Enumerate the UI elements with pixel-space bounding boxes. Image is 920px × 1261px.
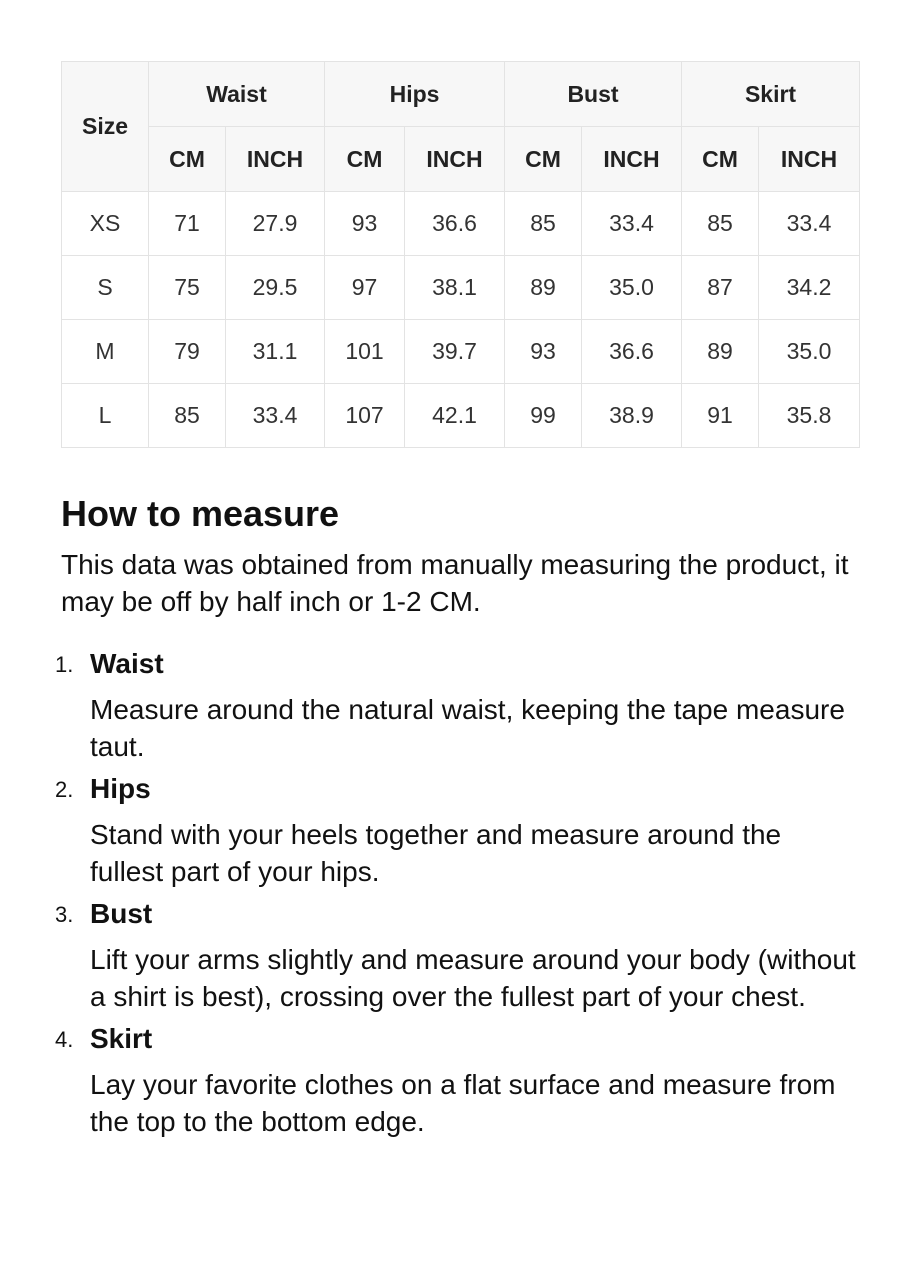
- table-row: [62, 192, 860, 256]
- list-item: [55, 646, 861, 765]
- size-cell: L: [62, 384, 149, 448]
- table-cell: 75: [149, 256, 226, 320]
- header-row-groups: [62, 62, 860, 127]
- size-chart: [61, 61, 859, 448]
- table-cell: 71: [149, 192, 226, 256]
- table-cell: 38.1: [405, 256, 505, 320]
- table-cell: 93: [325, 192, 405, 256]
- unit-header: CM: [325, 127, 405, 192]
- table-cell: 93: [505, 320, 582, 384]
- table-cell: 85: [149, 384, 226, 448]
- step-title: Waist: [90, 648, 164, 679]
- table-cell: 33.4: [226, 384, 325, 448]
- step-description: Stand with your heels together and measure around the fullest part of your hips.: [90, 819, 782, 887]
- table-cell: 34.2: [759, 256, 860, 320]
- step-description: Lift your arms slightly and measure around your body (without a shirt is best), crossing over the fullest part of your chest.: [90, 944, 856, 1012]
- table-row: [62, 384, 860, 448]
- table-cell: 79: [149, 320, 226, 384]
- table-cell: 89: [682, 320, 759, 384]
- header-row-units: [62, 127, 860, 192]
- size-cell: S: [62, 256, 149, 320]
- table-cell: 91: [682, 384, 759, 448]
- list-item: [55, 896, 861, 1015]
- table-cell: 36.6: [582, 320, 682, 384]
- table-cell: 85: [682, 192, 759, 256]
- table-cell: 38.9: [582, 384, 682, 448]
- table-cell: 101: [325, 320, 405, 384]
- table-cell: 27.9: [226, 192, 325, 256]
- table-cell: 31.1: [226, 320, 325, 384]
- size-header: Size: [62, 62, 149, 192]
- step-title: Bust: [90, 898, 153, 929]
- unit-header: INCH: [582, 127, 682, 192]
- unit-header: CM: [505, 127, 582, 192]
- table-row: [62, 256, 860, 320]
- step-title: Hips: [90, 773, 151, 804]
- list-item: [55, 771, 861, 890]
- size-cell: M: [62, 320, 149, 384]
- table-row: [62, 320, 860, 384]
- table-cell: 33.4: [582, 192, 682, 256]
- unit-header: INCH: [405, 127, 505, 192]
- step-description: Measure around the natural waist, keeping the tape measure taut.: [90, 694, 845, 762]
- table-cell: 42.1: [405, 384, 505, 448]
- hips-header: Hips: [325, 62, 505, 127]
- step-number: 2.: [55, 777, 74, 802]
- section-title: How to measure: [61, 493, 340, 534]
- step-description: Lay your favorite clothes on a flat surface and measure from the top to the bottom edge.: [90, 1069, 836, 1137]
- table-cell: 35.0: [582, 256, 682, 320]
- table-cell: 89: [505, 256, 582, 320]
- table-cell: 39.7: [405, 320, 505, 384]
- how-to-measure-section: [55, 488, 861, 1146]
- size-table: [61, 61, 860, 448]
- table-cell: 99: [505, 384, 582, 448]
- table-cell: 35.8: [759, 384, 860, 448]
- bust-header: Bust: [505, 62, 682, 127]
- unit-header: INCH: [759, 127, 860, 192]
- step-number: 4.: [55, 1027, 74, 1052]
- intro-text: This data was obtained from manually measuring the product, it may be off by half inch or 1-2 CM.: [61, 549, 849, 617]
- table-cell: 29.5: [226, 256, 325, 320]
- skirt-header: Skirt: [682, 62, 860, 127]
- table-cell: 85: [505, 192, 582, 256]
- table-cell: 33.4: [759, 192, 860, 256]
- step-number: 3.: [55, 902, 74, 927]
- table-cell: 36.6: [405, 192, 505, 256]
- size-cell: XS: [62, 192, 149, 256]
- table-cell: 87: [682, 256, 759, 320]
- steps-list: [55, 646, 861, 1140]
- step-title: Skirt: [90, 1023, 153, 1054]
- table-cell: 97: [325, 256, 405, 320]
- unit-header: INCH: [226, 127, 325, 192]
- list-item: [55, 1021, 861, 1140]
- table-cell: 35.0: [759, 320, 860, 384]
- step-number: 1.: [55, 652, 74, 677]
- table-cell: 107: [325, 384, 405, 448]
- unit-header: CM: [149, 127, 226, 192]
- unit-header: CM: [682, 127, 759, 192]
- waist-header: Waist: [149, 62, 325, 127]
